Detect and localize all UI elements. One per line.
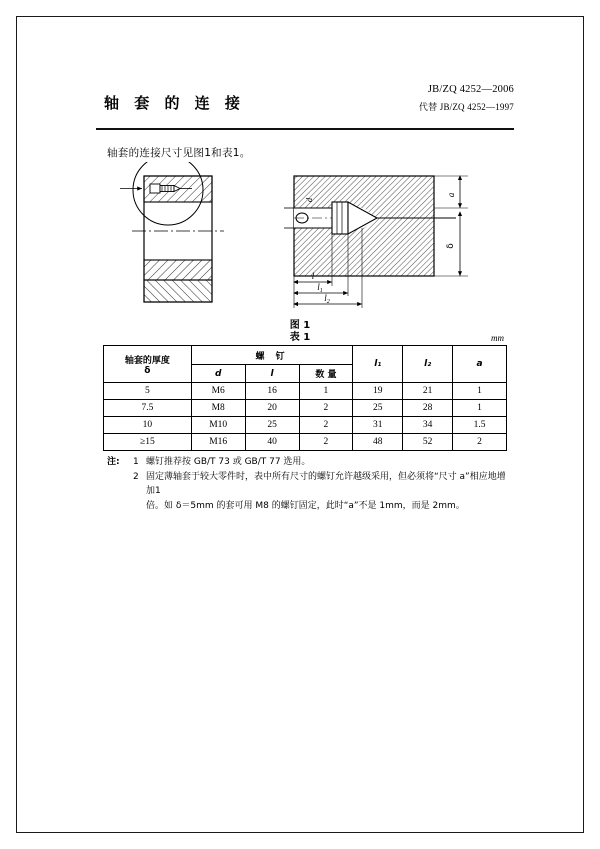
- standard-number: JB/ZQ 4252—2006: [427, 84, 514, 95]
- dim-label-a: a: [446, 192, 456, 198]
- cell-a: 1.5: [453, 417, 507, 434]
- cell-d: M6: [191, 383, 245, 400]
- cell-qty: 2: [299, 417, 353, 434]
- table-unit: mm: [491, 333, 504, 343]
- header-thickness-symbol: δ: [144, 365, 151, 376]
- cell-d: M8: [191, 400, 245, 417]
- table-row: [104, 434, 507, 451]
- note-text: 螺钉推荐按 GB/T 73 或 GB/T 77 选用。: [146, 457, 311, 467]
- cell-a: 2: [453, 434, 507, 451]
- header-thickness-label: 轴套的厚度: [124, 355, 170, 366]
- header-a: a: [453, 346, 507, 383]
- page-title: 轴 套 的 连 接: [104, 94, 245, 112]
- cell-l: 40: [245, 434, 299, 451]
- table-notes: [107, 455, 512, 513]
- cell-delta: 5: [104, 383, 192, 400]
- cell-a: 1: [453, 383, 507, 400]
- table-row: [104, 383, 507, 400]
- right-detail-view: [284, 176, 468, 308]
- header-screw: 螺 钉: [191, 346, 353, 365]
- header-thickness: [104, 346, 192, 383]
- cell-l2: 52: [403, 434, 453, 451]
- engineering-drawing-svg: [96, 162, 514, 314]
- note-number: 2: [133, 472, 139, 482]
- cell-l1: 19: [353, 383, 403, 400]
- cell-qty: 1: [299, 383, 353, 400]
- intro-text: 轴套的连接尺寸见图1和表1。: [107, 147, 251, 159]
- header-screw-d: d: [191, 365, 245, 383]
- dim-label-d: d: [304, 197, 314, 203]
- cell-l1: 31: [353, 417, 403, 434]
- figure-1-drawings: [96, 162, 514, 314]
- header-screw-l: l: [245, 365, 299, 383]
- notes-label: 注:: [107, 457, 120, 467]
- cell-delta: 7.5: [104, 400, 192, 417]
- cell-l: 16: [245, 383, 299, 400]
- cell-l: 25: [245, 417, 299, 434]
- table-body: [104, 383, 507, 451]
- dimensions-table: [103, 345, 507, 451]
- header-screw-qty: 数 量: [299, 365, 353, 383]
- note-item: [107, 455, 512, 469]
- cell-l2: 34: [403, 417, 453, 434]
- cell-d: M16: [191, 434, 245, 451]
- cell-qty: 2: [299, 434, 353, 451]
- table-caption: 表 1: [289, 332, 311, 343]
- cell-qty: 2: [299, 400, 353, 417]
- note-item: [107, 470, 512, 498]
- note-text: 固定薄轴套于较大零件时，表中所有尺寸的螺钉允许越级采用，但必须将“尺寸 a”相应地增加1: [146, 472, 506, 496]
- header-divider: [96, 128, 514, 130]
- header-l2: l₂: [403, 346, 453, 383]
- cell-l2: 28: [403, 400, 453, 417]
- cell-l1: 48: [353, 434, 403, 451]
- cell-delta: ≥15: [104, 434, 192, 451]
- dim-label-l: l: [311, 271, 315, 281]
- note-number: 1: [133, 457, 139, 467]
- standard-replaces: 代替 JB/ZQ 4252—1997: [418, 102, 514, 112]
- note-continuation: 倍。如 δ＝5mm 的套可用 M8 的螺钉固定，此时“a”不是 1mm，而是 2mm。: [146, 501, 465, 511]
- figure-caption: 图 1: [289, 320, 311, 331]
- cell-delta: 10: [104, 417, 192, 434]
- header-l1: l₁: [353, 346, 403, 383]
- table-row: [104, 417, 507, 434]
- cell-a: 1: [453, 400, 507, 417]
- cell-l: 20: [245, 400, 299, 417]
- dim-label-l2: $l_2$: [324, 293, 330, 305]
- dim-label-delta: δ: [446, 243, 456, 249]
- cell-d: M10: [191, 417, 245, 434]
- cell-l1: 25: [353, 400, 403, 417]
- document-header: [96, 84, 514, 126]
- cell-l2: 21: [403, 383, 453, 400]
- dim-label-l1: $l_1$: [317, 282, 323, 294]
- vertical-dimensions: [434, 176, 468, 276]
- table-header: [104, 346, 507, 383]
- table-row: [104, 400, 507, 417]
- left-section-view: [120, 162, 224, 302]
- notes-label-spacer: [107, 470, 133, 498]
